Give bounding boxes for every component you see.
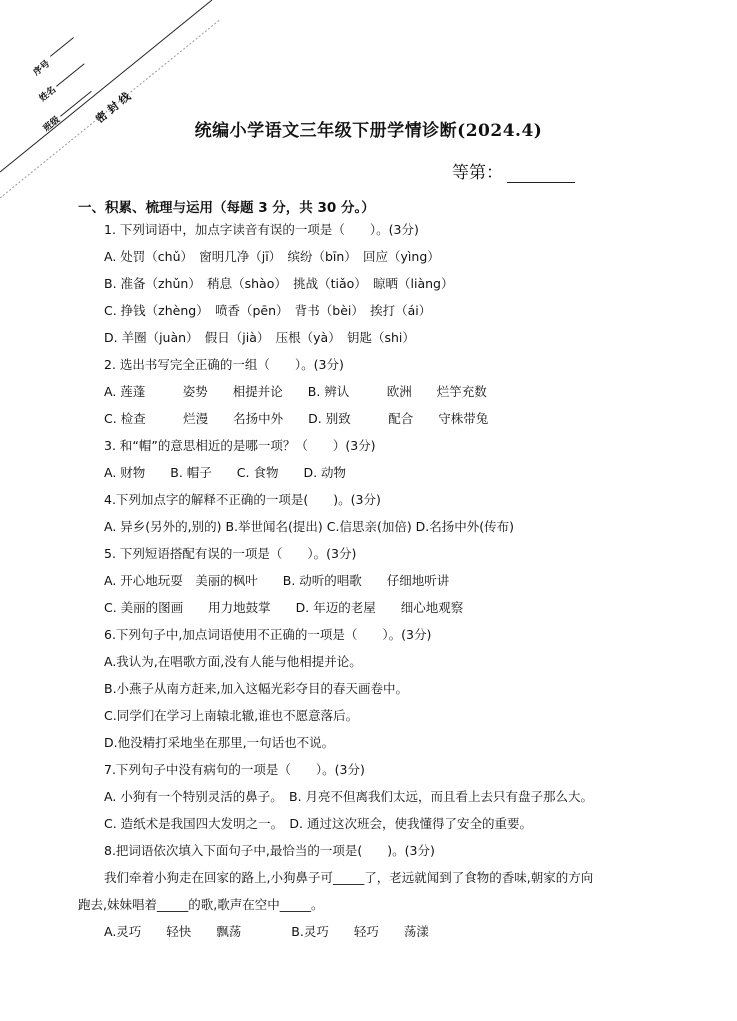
option-line: A. 处罚（chǔ） 窗明几净（jī） 缤纷（bīn） 回应（yìng） <box>104 249 440 264</box>
option-line: C. 造纸术是我国四大发明之一。 D. 通过这次班会，使我懂得了安全的重要。 <box>104 816 532 831</box>
option-line: B. 准备（zhǔn） 稍息（shào） 挑战（tiǎo） 晾晒（liàng） <box>104 276 454 291</box>
option-line: A. 财物 B. 帽子 C. 食物 D. 动物 <box>104 465 347 480</box>
option-line: C. 挣钱（zhèng） 喷香（pēn） 背书（bèi） 挨打（ái） <box>104 303 432 318</box>
option-line: A.灵巧 轻快 飘荡 B.灵巧 轻巧 荡漾 <box>104 924 429 939</box>
grade-label: 等第： <box>452 163 503 183</box>
option-line: D.他没精打采地坐在那里,一句话也不说。 <box>104 735 335 750</box>
option-line: A. 莲蓬 姿势 相提并论 B. 辨认 欧洲 烂竽充数 <box>104 384 487 399</box>
serial-number-label: 序号 <box>31 58 53 79</box>
question-7: 7.下列句子中没有病句的一项是（ ）。(3分) <box>104 762 365 777</box>
option-line: B.小燕子从南方赶来,加入这幅光彩夺目的春天画卷中。 <box>104 681 409 696</box>
option-line: A. 异乡(另外的,别的) B.举世闻名(提出) C.信思亲(加倍) D.名扬中外(传布) <box>104 519 515 534</box>
option-line: A.我认为,在唱歌方面,没有人能与他相提并论。 <box>104 654 362 669</box>
option-line: A. 小狗有一个特别灵活的鼻子。 B. 月亮不但离我们太远，而且看上去只有盘子那么大。 <box>104 789 594 804</box>
option-line: D. 羊圈（juàn） 假日（jià） 压根（yà） 钥匙（shi） <box>104 330 415 345</box>
seal-line-text: 密 封 线 <box>93 89 134 126</box>
question-1: 1. 下列词语中，加点字读音有误的一项是（ ）。(3分) <box>104 222 419 237</box>
question-8: 8.把词语依次填入下面句子中,最恰当的一项是( )。(3分) <box>104 843 435 858</box>
question-3: 3. 和“帽”的意思相近的是哪一项？（ ）(3分) <box>104 438 376 453</box>
section-heading: 一、积累、梳理与运用（每题 3 分，共 30 分。） <box>78 200 375 216</box>
question-6: 6.下列句子中,加点词语使用不正确的一项是（ ）。(3分) <box>104 627 432 642</box>
question-5: 5. 下列短语搭配有误的一项是（ ）。(3分) <box>104 546 357 561</box>
name-label: 姓名 <box>37 84 59 105</box>
option-line: A. 开心地玩耍 美丽的枫叶 B. 动听的唱歌 仔细地听讲 <box>104 573 450 588</box>
passage-line: 我们牵着小狗走在回家的路上,小狗鼻子可_____了，老远就闻到了食物的香味,朝家的方向 <box>104 870 594 885</box>
grade-blank[interactable] <box>507 168 575 183</box>
exam-title: 统编小学语文三年级下册学情诊断(2024.4) <box>194 121 543 141</box>
passage-line: 跑去,妹妹唱着_____的歌,歌声在空中_____。 <box>78 897 324 912</box>
option-line: C. 美丽的图画 用力地鼓掌 D. 年迈的老屋 细心地观察 <box>104 600 464 615</box>
question-2: 2. 选出书写完全正确的一组（ ）。(3分) <box>104 357 344 372</box>
option-line: C. 检查 烂漫 名扬中外 D. 别致 配合 守株带兔 <box>104 411 489 426</box>
class-label: 班级 <box>41 114 63 135</box>
question-4: 4.下列加点字的解释不正确的一项是( )。(3分) <box>104 492 381 507</box>
seal-line-corner <box>0 0 220 220</box>
option-line: C.同学们在学习上南辕北辙,谁也不愿意落后。 <box>104 708 359 723</box>
grade-field <box>452 158 575 183</box>
